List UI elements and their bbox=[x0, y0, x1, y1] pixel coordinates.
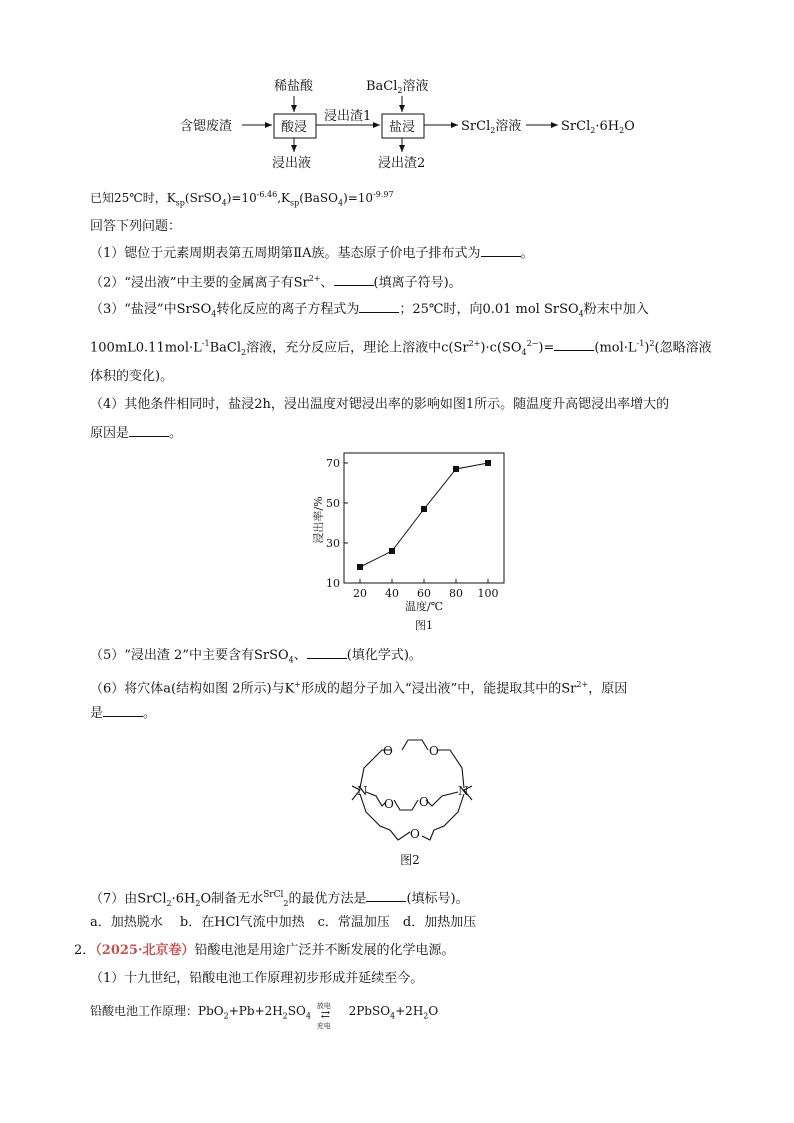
cryptand-structure bbox=[330, 728, 490, 874]
given-ksp-line: 已知25℃时，$K_{sp}(SrSO_4)=10^{-6.46},K_{sp}(BaSO_4)=10^{-9.97}$ bbox=[90, 190, 394, 208]
data-point bbox=[357, 564, 363, 570]
arrow-symbol: ⇄ bbox=[320, 1007, 330, 1021]
flow-box-salt-leach: 盐浸 bbox=[389, 120, 416, 135]
y-tick-label: 10 bbox=[326, 577, 340, 590]
oxygen-atom: O bbox=[419, 795, 429, 809]
question-3-line1: （3）“盐浸”中SrSO$_4$转化反应的离子方程式为 ；25℃时，向0.01 mol SrSO$_4$粉末中加入 bbox=[90, 302, 649, 319]
data-point bbox=[389, 548, 395, 554]
flow-product: $SrCl_2\cdot 6H_2O$ bbox=[561, 119, 635, 135]
answer-blank[interactable] bbox=[334, 273, 374, 286]
y-tick-label: 70 bbox=[326, 457, 340, 470]
charge-label: 充电 bbox=[316, 1021, 331, 1030]
intro-line: 回答下列问题： bbox=[90, 219, 182, 234]
figure-caption: 图1 bbox=[415, 619, 433, 632]
question-3-line3: 体积的变化)。 bbox=[90, 369, 174, 384]
question-1: （1）锶位于元素周期表第五周期第ⅡA族。基态原子价电子排布式为 。 bbox=[90, 246, 534, 261]
x-tick-label: 80 bbox=[449, 587, 463, 600]
nitrogen-atom: N bbox=[357, 784, 368, 798]
flow-acid-input: 稀盐酸 bbox=[274, 79, 314, 94]
x-tick-label: 40 bbox=[385, 587, 399, 600]
process-flow-diagram bbox=[170, 74, 650, 174]
nitrogen-atom: N bbox=[458, 784, 469, 798]
oxygen-atom: O bbox=[383, 744, 393, 758]
oxygen-atom: O bbox=[384, 797, 394, 811]
flow-srcl2-solution: SrCl$_2$溶液 bbox=[461, 119, 522, 135]
answer-blank[interactable] bbox=[103, 704, 143, 717]
problem-2-header: 2．（2025·北京卷）铅酸电池是用途广泛并不断发展的化学电源。 bbox=[74, 943, 455, 958]
answer-blank[interactable] bbox=[481, 244, 521, 257]
source-tag: （2025·北京卷） bbox=[95, 943, 195, 958]
question-5: （5）“浸出渣 2”中主要含有SrSO$_4$、 (填化学式)。 bbox=[90, 648, 422, 665]
question-3-line2: $100mL0.11mol\cdot L^{-1}BaCl_2$溶液，充分反应后，理论上溶液中$c(Sr^{2+})\cdot c(SO_4^{2-})= (mol\cdot L^{-1})^2$(忽略溶液 bbox=[90, 339, 712, 357]
flow-waste-residue2: 浸出渣2 bbox=[378, 156, 426, 171]
question-7-options: a．加热脱水 b．在HCl气流中加热 c．常温加压 d．加热加压 bbox=[90, 915, 477, 930]
flow-waste-liquid: 浸出液 bbox=[272, 156, 312, 171]
y-tick-label: 50 bbox=[326, 497, 340, 510]
y-axis-label: 浸出率/% bbox=[312, 496, 325, 544]
question-7: （7）由$SrCl_2\cdot 6H_2O$制备无水$^{SrCl}_2$的最优方法是 (填标号)。 bbox=[90, 890, 469, 908]
data-point bbox=[453, 466, 459, 472]
question-4-line2: 原因是 。 bbox=[90, 426, 183, 441]
reversible-arrow bbox=[315, 1001, 345, 1030]
oxygen-atom: O bbox=[429, 744, 439, 758]
y-tick-label: 30 bbox=[326, 537, 340, 550]
leaching-rate-chart bbox=[300, 448, 540, 636]
answer-blank[interactable] bbox=[366, 889, 406, 902]
x-axis-label: 温度/℃ bbox=[404, 600, 444, 613]
discharge-label: 放电 bbox=[316, 1001, 331, 1010]
x-tick-label: 20 bbox=[353, 587, 367, 600]
oxygen-atom: O bbox=[410, 827, 420, 841]
problem-2-q1: （1）十九世纪，铅酸电池工作原理初步形成并延续至今。 bbox=[90, 971, 424, 986]
figure-2-caption: 图2 bbox=[400, 853, 420, 867]
answer-blank[interactable] bbox=[359, 300, 399, 313]
x-tick-label: 100 bbox=[477, 587, 499, 600]
flow-intermediate: 浸出渣1 bbox=[324, 109, 372, 124]
data-point bbox=[421, 506, 427, 512]
question-2: （2）“浸出液”中主要的金属离子有$Sr^{2+}$、 (填离子符号)。 bbox=[90, 274, 462, 291]
flow-bacl2-input: BaCl$_2$溶液 bbox=[366, 79, 429, 95]
flow-box-acid-leach: 酸浸 bbox=[281, 120, 308, 135]
lead-acid-equation: 铅酸电池工作原理：$PbO_2+Pb+2H_2SO_4$ 放电 ⇄ 充电 $2PbSO_4+2H_2O$ bbox=[90, 1002, 438, 1025]
answer-blank[interactable] bbox=[307, 646, 347, 659]
answer-blank[interactable] bbox=[554, 338, 594, 351]
question-4-line1: （4）其他条件相同时，盐浸2h，浸出温度对锶浸出率的影响如图1所示。随温度升高锶浸出率增大的 bbox=[90, 397, 670, 412]
data-point bbox=[485, 460, 491, 466]
answer-blank[interactable] bbox=[129, 424, 169, 437]
question-6-line2: 是 。 bbox=[90, 706, 157, 721]
question-6-line1: （6）将穴体a(结构如图 2所示)与K+形成的超分子加入“浸出液”中，能提取其中的$Sr^{2+}$，原因 bbox=[90, 680, 628, 697]
x-tick-label: 60 bbox=[417, 587, 431, 600]
series-line bbox=[360, 463, 488, 567]
flow-raw-material: 含锶废渣 bbox=[180, 119, 233, 134]
